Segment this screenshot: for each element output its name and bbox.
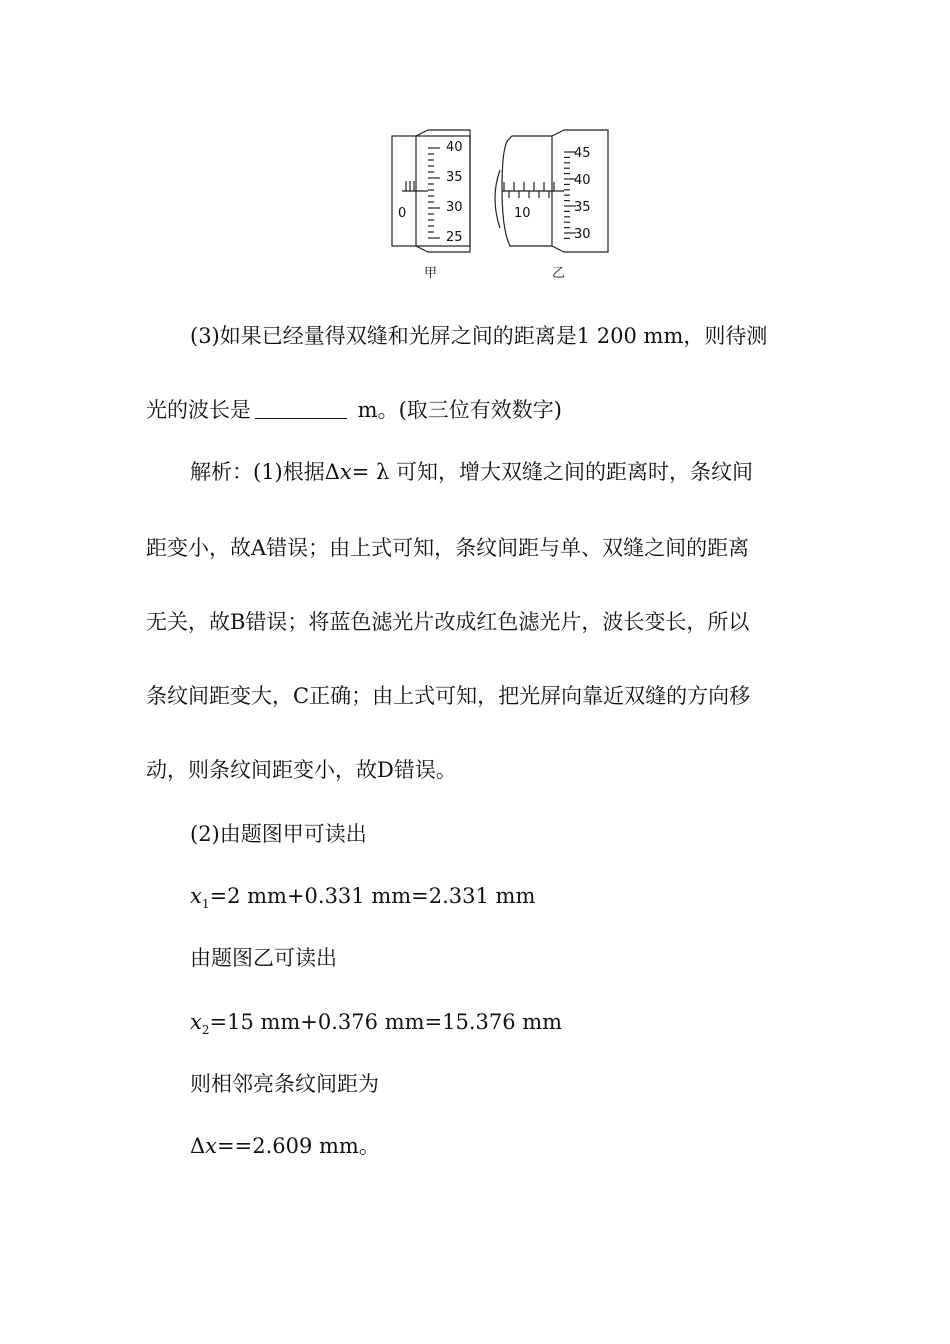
thimble-b-tick-45: 45 [574,146,591,161]
caption-a: 甲 [424,266,438,281]
x2-expr: =15 mm+0.376 mm=15.376 mm [209,1010,563,1034]
x2-line [190,1008,950,1044]
caption-b: 乙 [552,266,566,281]
adjacent-line: 则相邻亮条纹间距为 [190,1072,379,1096]
analysis-line5: 动，则条纹间距变小，故D错误。 [146,758,457,782]
analysis-var-x: x [339,460,352,484]
thimble-b-tick-35: 35 [574,200,591,215]
x1-line [190,882,950,918]
x1-var: x [190,884,202,908]
question3-line1: (3)如果已经量得双缝和光屏之间的距离是1 200 mm，则待测 [190,324,768,348]
x2-var: x [190,1010,202,1034]
thimble-a-tick-40: 40 [446,140,463,155]
analysis-line4: 条纹间距变大，C正确；由上式可知，把光屏向靠近双缝的方向移 [146,684,751,708]
question3-line2 [146,396,950,424]
dx-var: x [205,1134,218,1158]
micrometer-figure [380,118,610,288]
analysis-line1 [190,458,950,486]
dx-expr: ==2.609 mm。 [217,1134,380,1158]
sleeve-zero-label: 0 [398,206,407,221]
question3-prefix: 光的波长是 [146,398,251,422]
analysis-suffix: = λ 可知，增大双缝之间的距离时，条纹间 [351,460,754,484]
thimble-a-tick-25: 25 [446,230,463,245]
thimble-b-tick-30: 30 [574,227,591,242]
thimble-a-tick-30: 30 [446,200,463,215]
x1-expr: =2 mm+0.331 mm=2.331 mm [209,884,536,908]
analysis-prefix: 解析：(1)根据Δ [190,460,340,484]
dx-line [190,1132,950,1160]
x2-sub: 2 [201,1023,210,1038]
question3-suffix: m。(取三位有效数字) [351,398,562,422]
x1-sub: 1 [201,897,210,912]
analysis-line3: 无关，故B错误；将蓝色滤光片改成红色滤光片，波长变长，所以 [146,610,750,634]
dx-prefix: Δ [190,1134,206,1158]
thimble-b-tick-40: 40 [574,173,591,188]
answer-blank[interactable] [255,398,347,419]
sleeve-b-label: 10 [514,206,531,221]
part2-intro: (2)由题图甲可读出 [190,822,367,846]
micrometer-b [495,130,608,252]
analysis-line2: 距变小，故A错误；由上式可知，条纹间距与单、双缝之间的距离 [146,536,750,560]
thimble-a-tick-35: 35 [446,170,463,185]
part2-b: 由题图乙可读出 [190,946,337,970]
